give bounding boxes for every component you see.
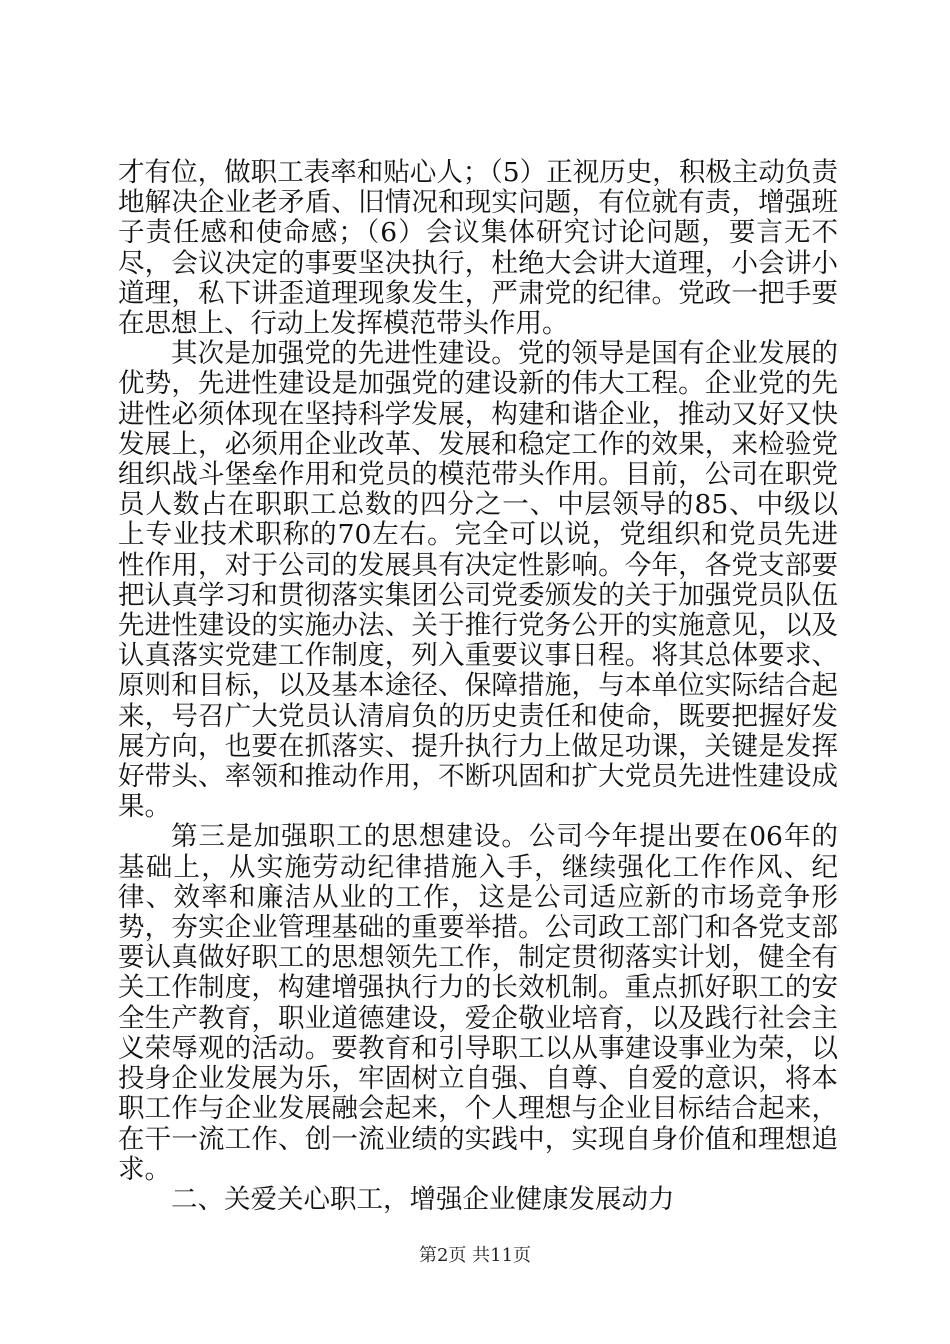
page-indicator: 第2页 共11页 (418, 1245, 532, 1266)
paragraph-3: 第三是加强职工的思想建设。公司今年提出要在06年的基础上，从实施劳动纪律措施入手，继续强化工作作风、纪律、效率和廉洁从业的工作，这是公司适应新的市场竞争形势，夯实企业管理基础的重要举措。公司政工部门和各党支部要认真做好职工的思想领先工作，制定贯彻落实计划，健全有关工作制度，构建增强执行力的长效机制。重点抓好职工的安全生产教育，职业道德建设，爱企敬业培育，以及践行社会主义荣辱观的活动。要教育和引导职工以从事建设事业为荣，以投身企业发展为乐，牢固树立自强、自尊、自爱的意识，将本职工作与企业发展融会起来，个人理想与企业目标结合起来，在干一流工作、创一流业绩的实践中，实现自身价值和理想追求。 (118, 821, 838, 1185)
page-footer (0, 1244, 950, 1268)
document-body (118, 158, 838, 1215)
paragraph-1: 才有位，做职工表率和贴心人；（5）正视历史，积极主动负责地解决企业老矛盾、旧情况和现实问题，有位就有责，增强班子责任感和使命感；（6）会议集体研究讨论问题，要言无不尽，会议决定的事要坚决执行，杜绝大会讲大道理，小会讲小道理，私下讲歪道理现象发生，严肃党的纪律。党政一把手要在思想上、行动上发挥模范带头作用。 (118, 157, 838, 340)
section-heading: 二、关爱关心职工，增强企业健康发展动力 (171, 1183, 675, 1215)
paragraph-2: 其次是加强党的先进性建设。党的领导是国有企业发展的优势，先进性建设是加强党的建设新的伟大工程。企业党的先进性必须体现在坚持科学发展，构建和谐企业，推动又好又快发展上，必须用企业改革、发展和稳定工作的效果，来检验党组织战斗堡垒作用和党员的模范带头作用。目前，公司在职党员人数占在职职工总数的四分之一、中层领导的85、中级以上专业技术职称的70左右。完全可以说，党组织和党员先进性作用，对于公司的发展具有决定性影响。今年，各党支部要把认真学习和贯彻落实集团公司党委颁发的关于加强党员队伍先进性建设的实施办法、关于推行党务公开的实施意见，以及认真落实党建工作制度，列入重要议事日程。将其总体要求、原则和目标，以及基本途径、保障措施，与本单位实际结合起来，号召广大党员认清肩负的历史责任和使命，既要把握好发展方向，也要在抓落实、提升执行力上做足功课，关键是发挥好带头、率领和推动作用，不断巩固和扩大党员先进性建设成果。 (118, 338, 838, 823)
